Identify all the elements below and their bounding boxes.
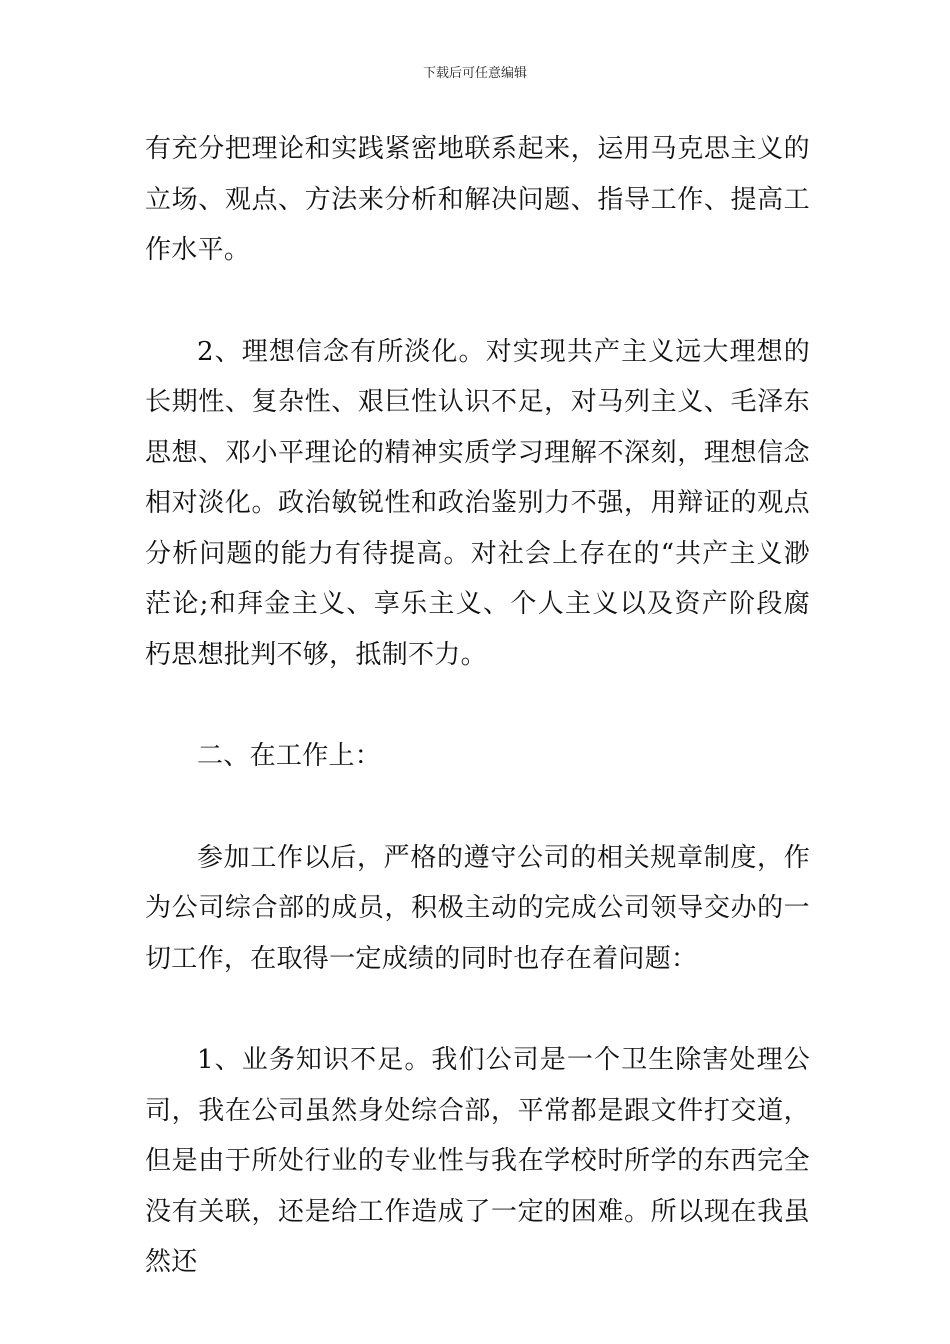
section-heading-work: 二、在工作上： — [197, 741, 382, 771]
paragraph-gap — [145, 782, 810, 833]
paragraph-business-knowledge: 1、业务知识不足。我们公司是一个卫生除害处理公司，我在公司虽然身处综合部，平常都是跟文件打交道，但是由于所处行业的专业性与我在学校时所学的东西完全没有关联，还是给工作造成了一定的困难。所以现在我虽然还 — [145, 1045, 810, 1277]
document-body — [145, 124, 810, 1288]
paragraph-gap — [145, 680, 810, 731]
paragraph-gap — [145, 984, 810, 1035]
paragraph-ideals: 2、理想信念有所淡化。对实现共产主义远大理想的长期性、复杂性、艰巨性认识不足，对马列主义、毛泽东思想、邓小平理论的精神实质学习理解不深刻，理想信念相对淡化。政治敏锐性和政治鉴别力不强，用辩证的观点分析问题的能力有待提高。对社会上存在的“共产主义渺茫论;和拜金主义、享乐主义、个人主义以及资产阶段腐朽思想批判不够，抵制不力。 — [145, 336, 810, 670]
paragraph-work-intro: 参加工作以后，严格的遵守公司的相关规章制度，作为公司综合部的成员，积极主动的完成公司领导交办的一切工作，在取得一定成绩的同时也存在着问题： — [145, 842, 810, 974]
paragraph-continuation: 有充分把理论和实践紧密地联系起来，运用马克思主义的立场、观点、方法来分析和解决问题、指导工作、提高工作水平。 — [145, 134, 810, 265]
paragraph-gap — [145, 276, 810, 327]
page-header: 下载后可任意编辑 — [422, 66, 527, 81]
